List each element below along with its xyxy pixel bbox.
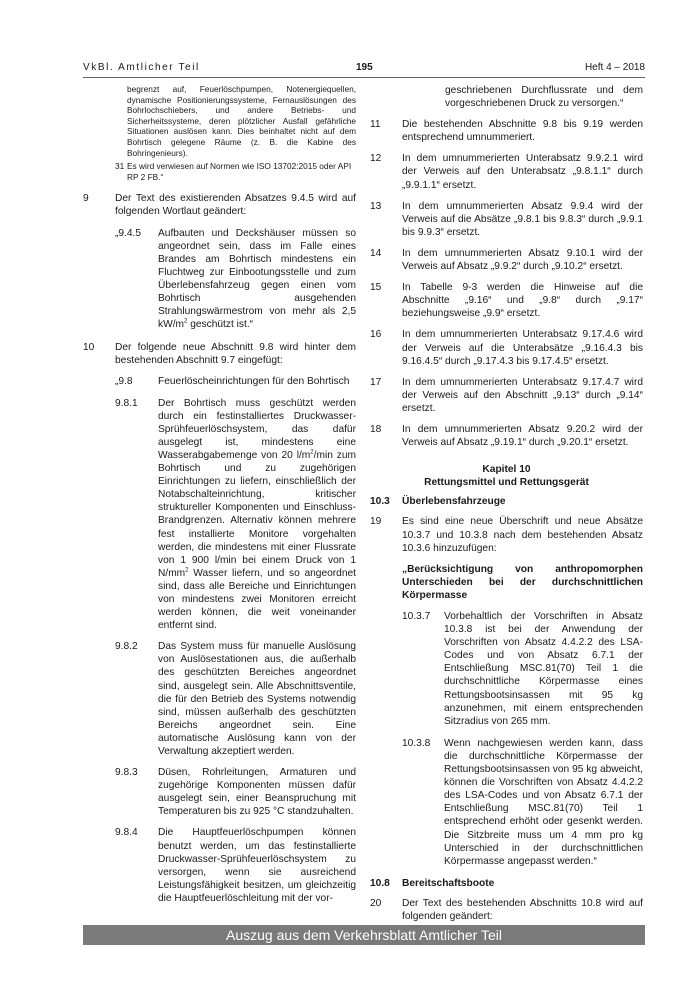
page-number: 195 [356,62,373,73]
item-text: In Tabelle 9-3 werden die Hinweise auf die Abschnitte „9.16“ und „9.8“ durch „9.17“ beziehungsweise „9.9“ ersetzt. [402,282,643,320]
subsection-number: „9.8 [115,376,133,388]
section-10-3 [370,495,643,508]
subsection-text: Die Hauptfeuerlöschpumpen können benutzt werden, um das festinstallierte Druckwasser-Sprühfeuerlöschsystem zu versorgen, wenn sie ausreichend Leistungsfähigkeit besitzen, um gleichzeitig die Hauptfeuerlöschleitung mit der vor- [158,827,356,904]
subsection-number: 10.3.8 [402,737,431,749]
item-text: In dem umnummerierten Unterabsatz 9.9.2.1 wird der Verweis auf den Unterabsatz „9.8.1.1“ durch „9.9.1.1“ ersetzt. [402,153,643,191]
subsection-text: Düsen, Rohrleitungen, Armaturen und zugehörige Komponenten müssen dafür ausgelegt sein, einer Beanspruchung mit Temperaturen bis zu 925 °C standzuhalten. [158,767,356,818]
item-text: Es sind eine neue Überschrift und neue Absätze 10.3.7 und 10.3.8 nach dem bestehenden Absatz 10.3.6 hinzuzufügen: [402,516,643,554]
footnote-text: Es wird verwiesen auf Normen wie ISO 13702:2015 oder API RP 2 FB.“ [127,161,352,182]
journal-title: VkBl. Amtlicher Teil [83,62,200,73]
subsection-10-3-7 [402,610,643,728]
subsection-text: Der Bohrtisch muss geschützt werden durch ein festinstalliertes Druckwasser-Sprühfeuerlöschsystem, das dafür ausgelegt ist, mindestens eine Wasserabgabemenge von 20 $l/m^2/\min$ zum Bohrtisch und zu zugehörigen Einrichtungen zu liefern, einschließlich der Notabschalteinrichtung, kritischer struktureller Komponenten und Einschluss-Brandgrenzen. Alternativ können mehrere fest installierte Monitore vorgehalten werden, die mindestens mit einer Flussrate von 1 900 l/min bei einem Druck von 1 $N/mm^2$ Wasser liefern, und so angeordnet sind, dass alle Bereiche und Einrichtungen von mindestens zwei Monitoren erreicht werden können, die weit voneinander entfernt sind. [158,397,356,632]
subsection-9-4-5 [115,227,356,332]
subsection-number: 9.8.1 [115,397,138,409]
header-rule [83,77,645,78]
footnote-continuation: begrenzt auf, Feuerlöschpumpen, Notenergiequellen, dynamische Positionierungssysteme, Fernauslösungen des Bohrlochschiebers, und andere Betriebs- und Sicherheitssysteme, deren plötzlicher Ausfall gefährliche Situationen auslösen kann. Dies beinhaltet nicht auf dem Bohrtisch gelegene Räume (z. B. die Kabine des Bohringenieurs). [127,84,356,158]
item-number: 20 [370,897,382,909]
item-text: In dem umnummerierten Absatz 9.10.1 wird der Verweis auf Absatz „9.9.2“ durch „9.10.2“ ersetzt. [402,247,643,273]
subsection-text: Wenn nachgewiesen werden kann, dass die durchschnittliche Körpermasse der Rettungsbootsinsassen von 95 kg abweicht, können die Vorschriften von Absatz 4.4.2.2 des LSA-Codes und von Absatz 6.7.1 der Entschließung MSC.81(70) Teil 1 entsprechend erhöht oder gesenkt werden. Die Sitzbreite muss um 4 mm pro kg Unterschied in der durchschnittlichen Körpermasse angepasst werden.“ [444,737,643,867]
left-column [83,84,356,913]
item-12 [370,152,643,191]
item-text: In dem umnummerierten Unterabsatz 9.17.4.6 wird der Verweis auf die Unterabsätze „9.16.4.3 bis 9.16.4.5“ durch „9.17.4.3 bis 9.17.4.5“ ersetzt. [402,329,643,367]
subsection-number: 10.3.7 [402,611,431,622]
section-number: 10.8 [370,877,390,889]
subsection-9-8-1 [115,397,356,633]
item-11 [370,118,643,144]
item-13 [370,200,643,239]
item-15 [370,281,643,320]
item-20 [370,897,643,923]
continuation [370,84,643,110]
right-column [370,84,643,931]
item-17 [370,376,643,415]
item-number: 18 [370,423,382,435]
issue-number: Heft 4 – 2018 [584,62,645,73]
footer-banner: Auszug aus dem Verkehrsblatt Amtlicher Teil [83,925,645,945]
subsection-9-8-3 [115,766,356,818]
item-14 [370,247,643,273]
item-number: 16 [370,329,382,341]
item-number: 12 [370,153,382,165]
item-number: 11 [370,119,381,131]
item-text: In dem umnummerierten Unterabsatz 9.17.4.7 wird der Verweis auf den Abschnitt „9.13“ durch „9.14“ ersetzt. [402,376,643,414]
item-number: 17 [370,376,382,388]
item-text: In dem umnummerierten Absatz 9.9.4 wird der Verweis auf die Absätze „9.8.1 bis 9.8.3“ durch „9.9.1 bis 9.9.3“ ersetzt. [402,200,643,238]
item-19 [370,515,643,554]
subsection-number: 9.8.3 [115,767,138,779]
section-title: Überlebensfahrzeuge [402,496,506,508]
subsection-text: Feuerlöscheinrichtungen für den Bohrtisch [158,376,350,388]
item-10 [83,341,356,367]
item-text: In dem umnummerierten Absatz 9.20.2 wird der Verweis auf Absatz „9.19.1“ durch „9.20.1“ ersetzt. [402,423,643,449]
section-10-8 [370,877,643,890]
item-text: Der folgende neue Abschnitt 9.8 wird hinter dem bestehenden Abschnitt 9.7 eingefügt: [115,342,356,367]
footnote-31 [115,161,356,182]
item-number: 9 [83,193,89,205]
quote-heading: „Berücksichtigung von anthropomorphen Unterschieden bei der durchschnittlichen Körpermasse [402,563,643,601]
section-title: Bereitschaftsboote [402,877,495,889]
item-number: 19 [370,516,382,528]
item-16 [370,328,643,367]
chapter-title: Kapitel 10 [482,464,531,476]
subsection-9-8-2 [115,640,356,758]
subsection-text: Vorbehaltlich der Vorschriften in Absatz 10.3.8 ist bei der Anwendung der Vorschriften von Absatz 4.4.2.2 des LSA-Codes und von Absatz 6.7.1 der Entschließung MSC.81(70) Teil 1 die durchschnittliche Körpermasse eines Rettungsbootsinsassen mit 95 kg anzunehmen, mit einem entsprechenden Sitzradius von 265 mm. [444,611,643,727]
subsection-9-8 [115,375,356,388]
item-number: 14 [370,247,382,259]
item-text: Der Text des bestehenden Abschnitts 10.8 wird auf folgenden geändert: [402,897,643,922]
page-header [83,62,645,76]
item-18 [370,423,643,449]
section-number: 10.3 [370,496,390,508]
subsection-number: 9.8.2 [115,641,138,653]
continuation-text: geschriebenen Durchflussrate und dem vorgeschriebenen Druck zu versorgen.“ [445,85,643,110]
item-text: Der Text des existierenden Absatzes 9.4.5 wird auf folgenden Wortlaut geändert: [115,193,356,218]
item-9 [83,192,356,218]
subsection-number: 9.8.4 [115,827,138,839]
item-number: 13 [370,200,382,212]
subsection-9-8-4 [115,826,356,905]
subsection-text: Aufbauten und Deckshäuser müssen so angeordnet sein, dass im Falle eines Brandes am Bohrtisch mindestens ein Fluchtweg zur Einbootungsstelle und zum Überlebensfahrzeug gegen einen vom Bohrtisch ausgehenden Strahlungswärmestrom von mehr als 2,5 $kW/m^2$ geschützt ist.“ [158,227,356,331]
item-text: Die bestehenden Abschnitte 9.8 bis 9.19 werden entsprechend umnummeriert. [402,119,643,144]
subsection-text: Das System muss für manuelle Auslösung von Auslösestationen aus, die außerhalb des geschützten Bereiches angeordnet sind, ausgelegt sein. Alle Abschnittsventile, die für den Betrieb des Systems notwendig sind, müssen außerhalb des geschützten Bereichs angeordnet sein. Eine automatische Auslösung kann von der Verwaltung akzeptiert werden. [158,641,356,757]
chapter-subtitle: Rettungsmittel und Rettungsgerät [424,477,589,489]
chapter-heading [370,463,643,489]
subsection-number: „9.4.5 [115,227,142,239]
footnote-number: 31 [115,161,125,172]
item-number: 15 [370,282,382,294]
item-number: 10 [83,342,95,354]
subsection-10-3-8 [402,737,643,868]
